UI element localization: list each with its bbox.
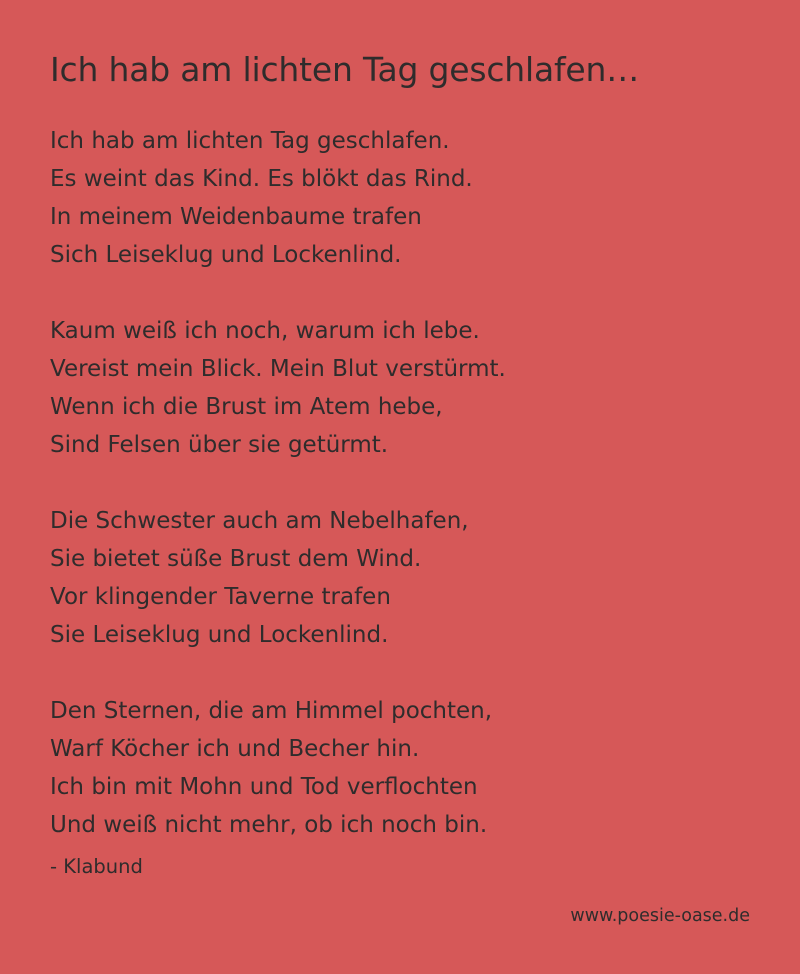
poem-author: - Klabund	[50, 855, 143, 879]
poem-line-1-2: Es weint das Kind. Es blökt das Rind.	[50, 166, 473, 193]
website-url: www.poesie-oase.de	[570, 906, 750, 926]
poem-line-1-3: In meinem Weidenbaume trafen	[50, 204, 422, 231]
poem-line-4-4: Und weiß nicht mehr, ob ich noch bin.	[50, 812, 488, 839]
poem-line-4-1: Den Sternen, die am Himmel pochten,	[50, 698, 493, 725]
poem-line-3-3: Vor klingender Taverne trafen	[50, 584, 391, 611]
poem-line-4-2: Warf Köcher ich und Becher hin.	[50, 736, 420, 763]
poem-line-2-2: Vereist mein Blick. Mein Blut verstürmt.	[50, 356, 506, 383]
poem-line-3-2: Sie bietet süße Brust dem Wind.	[50, 546, 422, 573]
poem-line-4-3: Ich bin mit Mohn und Tod verflochten	[50, 774, 478, 801]
stanza-1	[50, 122, 752, 274]
poem-card	[50, 52, 752, 882]
poem-line-1-4: Sich Leiseklug und Lockenlind.	[50, 242, 402, 269]
poem-line-1-1: Ich hab am lichten Tag geschlafen.	[50, 128, 450, 155]
poem-line-3-1: Die Schwester auch am Nebelhafen,	[50, 508, 469, 535]
stanza-4	[50, 692, 752, 844]
poem-line-2-3: Wenn ich die Brust im Atem hebe,	[50, 394, 443, 421]
poem-line-2-1: Kaum weiß ich noch, warum ich lebe.	[50, 318, 480, 345]
poem-line-2-4: Sind Felsen über sie getürmt.	[50, 432, 389, 459]
poem-line-3-4: Sie Leiseklug und Lockenlind.	[50, 622, 389, 649]
stanza-3	[50, 502, 752, 654]
poem-title: Ich hab am lichten Tag geschlafen…	[50, 50, 640, 89]
stanza-2	[50, 312, 752, 464]
poem-body	[50, 122, 752, 844]
